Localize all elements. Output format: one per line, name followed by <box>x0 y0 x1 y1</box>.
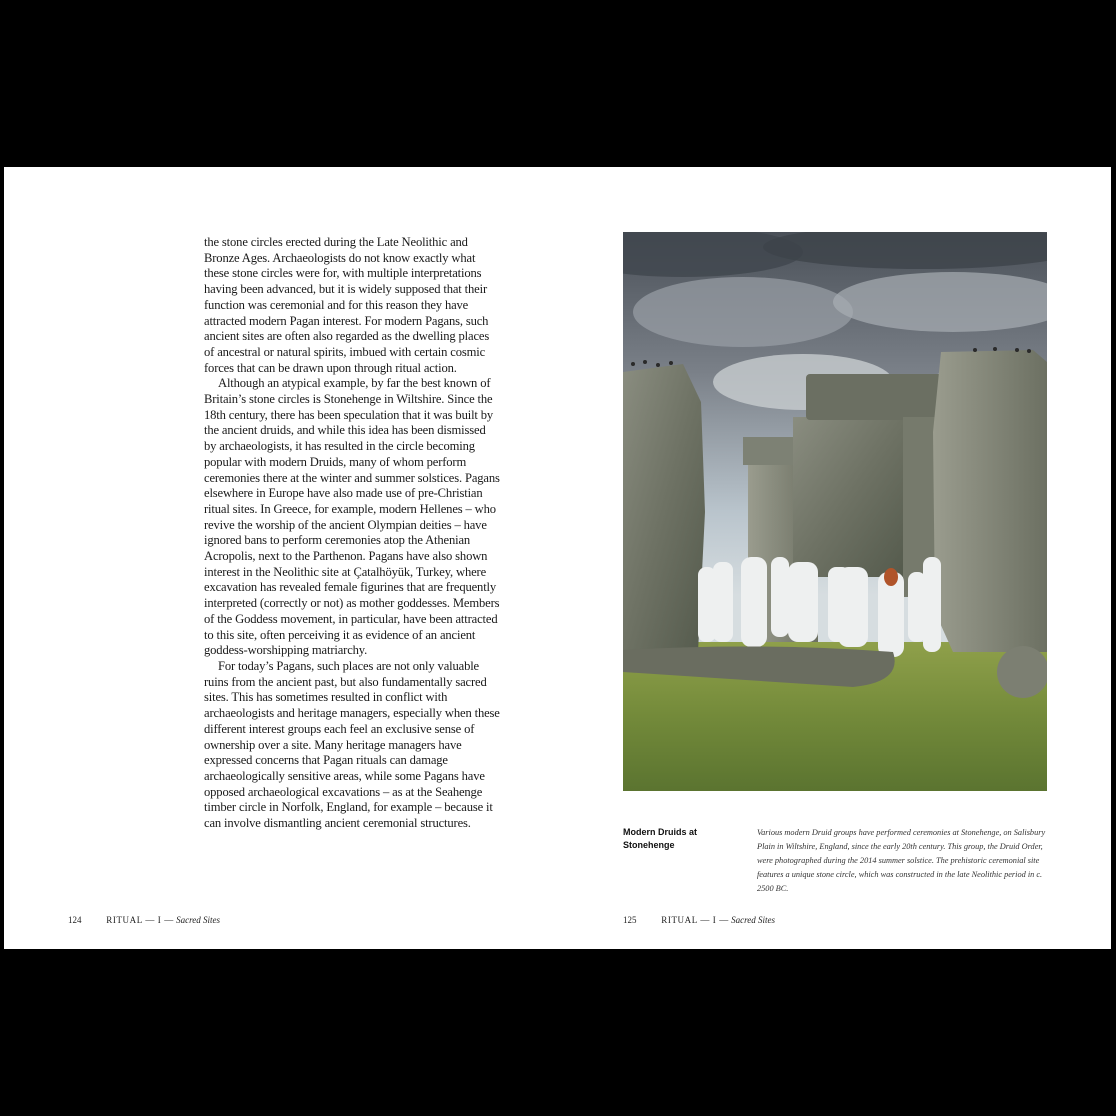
running-head: RITUAL — I — <box>106 915 174 925</box>
stonehenge-photo <box>623 232 1047 791</box>
page-number: 125 <box>623 915 637 925</box>
paragraph-3: For today’s Pagans, such places are not only valuable ruins from the ancient past, but also fundamentally sacred sites. This has sometimes resulted in conflict with archaeologists and heritage managers, especially when these different interest groups each feel an exclusive sense of ownership over a site. Many heritage managers have expressed concerns that Pagan rituals can damage archaeologically sensitive areas, while some Pagans have opposed archaeological excavations – as at the Seahenge timber circle in Norfolk, England, for example – because it can involve dismantling ancient ceremonial structures. <box>204 658 500 831</box>
paragraph-2: Although an atypical example, by far the best known of Britain’s stone circles is Stonehenge in Wiltshire. Since the 18th century, there has been speculation that it was built by the ancient druids, and while this idea has been dismissed by archaeologists, it has resulted in the circle becoming popular with modern Druids, many of whom perform ceremonies there at the winter and summer solstices. Pagans elsewhere in Europe have also made use of pre-Christian ritual sites. In Greece, for example, modern Hellenes – who revive the worship of the ancient Olympian deities – have ignored bans to perform ceremonies atop the Athenian Acropolis, next to the Parthenon. Pagans have also shown interest in the Neolithic site at Çatalhöyük, Turkey, where excavation has revealed female figurines that are frequently interpreted (correctly or not) as mother goddesses. Members of the Goddess movement, in particular, have been attracted to this site, often perceiving it as evidence of an ancient goddess-worshipping matriarchy. <box>204 376 500 658</box>
caption-title: Modern Druids at Stonehenge <box>623 827 698 850</box>
right-page <box>557 167 1111 949</box>
right-folio <box>623 915 775 925</box>
body-text <box>204 235 500 832</box>
running-head: RITUAL — I — <box>661 915 729 925</box>
caption-text: Various modern Druid groups have performed ceremonies at Stonehenge, on Salisbury Plain in Wiltshire, England, since the early 20th century. This group, the Druid Order, were photographed during the 2014 summer solstice. The prehistoric ceremonial site features a unique stone circle, which was constructed in the late Neolithic period in c. 2500 BC. <box>757 828 1046 893</box>
paragraph-1: the stone circles erected during the Late Neolithic and Bronze Ages. Archaeologists do not know exactly what these stone circles were for, with multiple interpretations having been advanced, but it is widely supposed that their function was ceremonial and for this reason they have attracted modern Pagan interest. For modern Pagans, such ancient sites are often also regarded as the dwelling places of ancestral or natural spirits, imbued with certain cosmic forces that can be drawn upon through ritual action. <box>204 235 490 375</box>
left-folio <box>68 915 220 925</box>
running-section: Sacred Sites <box>176 915 221 925</box>
left-page <box>4 167 557 949</box>
running-section: Sacred Sites <box>731 915 776 925</box>
book-spread <box>4 167 1111 949</box>
page-number: 124 <box>68 915 82 925</box>
